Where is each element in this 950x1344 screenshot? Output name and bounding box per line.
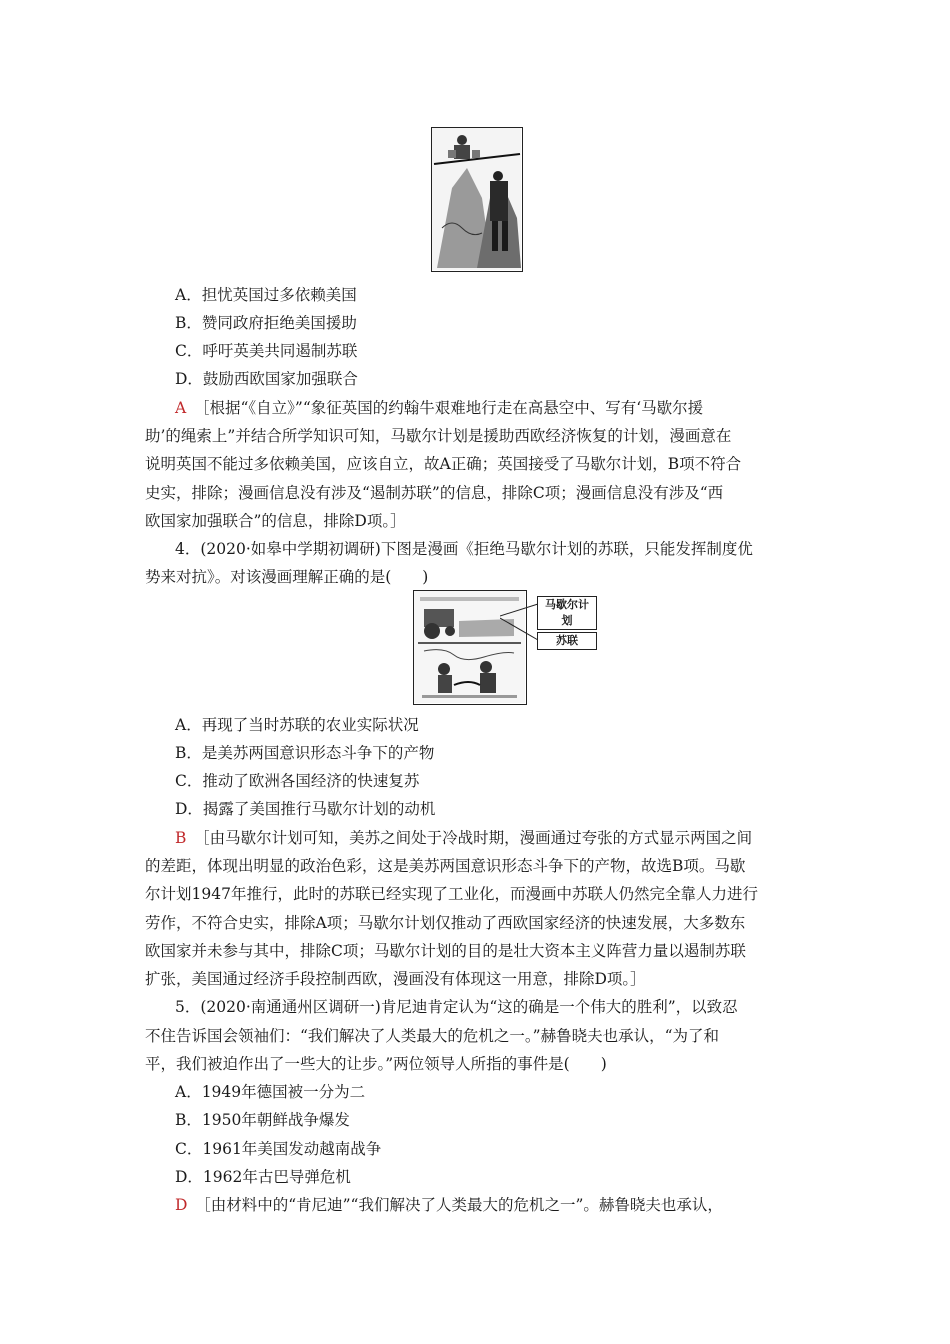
q4-option-d: D．揭露了美国推行马歇尔计划的动机 <box>175 800 436 818</box>
q3-option-b: B．赞同政府拒绝美国援助 <box>175 314 357 332</box>
q5-stem-line-2: 不住告诉国会领袖们：“我们解决了人类最大的危机之一。”赫鲁晓夫也承认，“为了和 <box>145 1027 720 1045</box>
figure-label-pointers <box>500 596 540 646</box>
q5-option-a: A．1949年德国被一分为二 <box>175 1083 366 1101</box>
cartoon-self-reliance <box>431 127 523 272</box>
q5-option-d: D．1962年古巴导弹危机 <box>175 1168 351 1186</box>
q4-stem-line-2: 势来对抗》。对该漫画理解正确的是( ) <box>145 568 429 586</box>
q4-explanation-line-1: B ［由马歇尔计划可知，美苏之间处于冷战时期，漫画通过夸张的方式显示两国之间 <box>175 829 753 847</box>
q5-explanation-line-1: D ［由材料中的“肯尼迪”“我们解决了人类最大的危机之一”。赫鲁晓夫也承认， <box>175 1196 723 1214</box>
q3-explanation-line-4: 史实，排除；漫画信息没有涉及“遏制苏联”的信息，排除C项；漫画信息没有涉及“西 <box>145 484 724 502</box>
q3-explanation-line-1: A ［根据“《自立》”“象征英国的约翰牛艰难地行走在高悬空中、写有‘马歇尔援 <box>175 399 704 417</box>
q3-option-a: A．担忧英国过多依赖美国 <box>175 286 357 304</box>
q3-option-c: C．呼吁英美共同遏制苏联 <box>175 342 358 360</box>
q4-option-b: B．是美苏两国意识形态斗争下的产物 <box>175 744 435 762</box>
q5-answer-letter: D <box>175 1196 188 1214</box>
q4-explanation-line-2: 的差距，体现出明显的政治色彩，这是美苏两国意识形态斗争下的产物，故选B项。马歇 <box>145 857 746 875</box>
figure-label-soviet-union: 苏联 <box>537 632 597 650</box>
figure-label-marshall-plan: 马歇尔计划 <box>537 596 597 630</box>
q4-stem-line-1: 4．(2020·如皋中学期初调研)下图是漫画《拒绝马歇尔计划的苏联，只能发挥制度优 <box>175 540 753 558</box>
q5-option-b: B．1950年朝鲜战争爆发 <box>175 1111 350 1129</box>
q5-option-c: C．1961年美国发动越南战争 <box>175 1140 382 1158</box>
q5-stem-line-3: 平，我们被迫作出了一些大的让步。”两位领导人所指的事件是( ) <box>145 1055 607 1073</box>
q4-option-c: C．推动了欧洲各国经济的快速复苏 <box>175 772 420 790</box>
cartoon-self-reliance-drawing <box>432 128 521 270</box>
q4-explanation-line-4: 劳作，不符合史实，排除A项；马歇尔计划仅推动了西欧国家经济的快速发展，大多数东 <box>145 914 746 932</box>
q4-option-a: A．再现了当时苏联的农业实际状况 <box>175 716 419 734</box>
q3-explanation-line-5: 欧国家加强联合”的信息，排除D项。］ <box>145 512 406 530</box>
q3-answer-letter: A <box>175 399 187 417</box>
q3-option-d: D．鼓励西欧国家加强联合 <box>175 370 358 388</box>
q4-answer-letter: B <box>175 829 187 847</box>
q4-explanation-line-3: 尔计划1947年推行，此时的苏联已经实现了工业化，而漫画中苏联人仍然完全靠人力进行 <box>145 885 758 903</box>
q3-explanation-line-3: 说明英国不能过多依赖美国，应该自立，故A正确；英国接受了马歇尔计划，B项不符合 <box>145 455 742 473</box>
q4-explanation-line-6: 扩张，美国通过经济手段控制西欧，漫画没有体现这一用意，排除D项。］ <box>145 970 646 988</box>
q3-explanation-line-2: 助’的绳索上”并结合所学知识可知，马歇尔计划是援助西欧经济恢复的计划，漫画意在 <box>145 427 732 445</box>
q5-stem-line-1: 5．(2020·南通通州区调研一)肯尼迪肯定认为“这的确是一个伟大的胜利”，以致忍 <box>175 998 738 1016</box>
q4-explanation-line-5: 欧国家并未参与其中，排除C项；马歇尔计划的目的是壮大资本主义阵营力量以遏制苏联 <box>145 942 746 960</box>
